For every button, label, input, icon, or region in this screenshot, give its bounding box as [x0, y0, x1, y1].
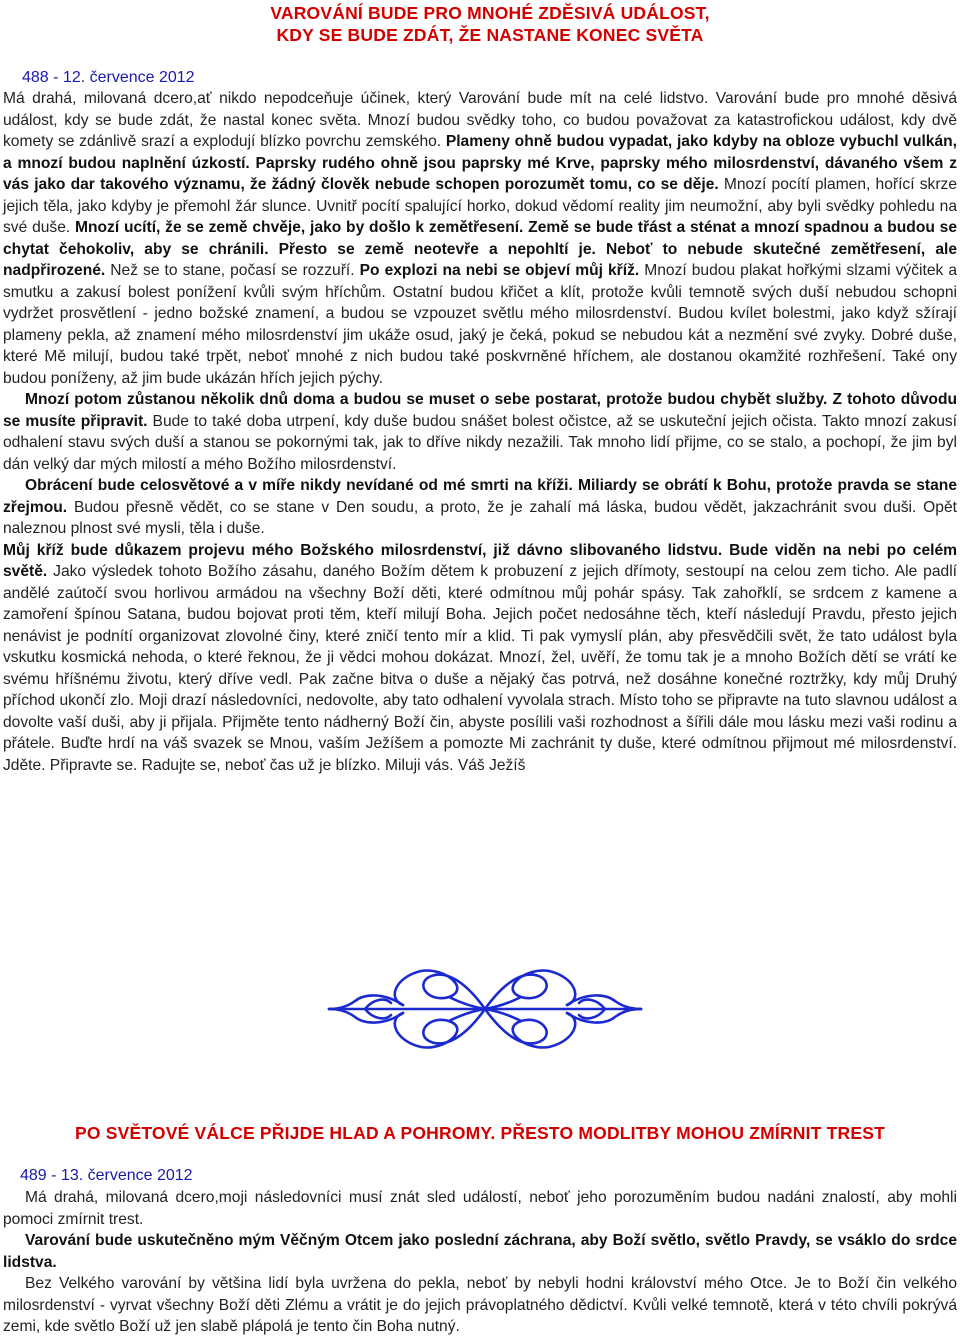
ornament-divider-icon [325, 963, 645, 1055]
paragraph: Varování bude uskutečněno mým Věčným Otcem jako poslední záchrana, aby Boží světlo, světlo Pravdy, se vsáklo do srdce lidstva. [3, 1232, 957, 1271]
message-1-date: 488 - 12. července 2012 [22, 69, 195, 86]
message-2-body [3, 1187, 957, 1338]
title-line-2: KDY SE BUDE ZDÁT, ŽE NASTANE KONEC SVĚTA [276, 25, 704, 45]
paragraph: Můj kříž bude důkazem projevu mého Božského milosrdenství, již dávno slibovaného lidstvu. Bude viděn na nebi po celém světě. Jako výsledek tohoto Božího zásahu, daného Božím dětem k probuzení z jejich dřímoty, sestoupí na celou zem ticho. Ale padlí andělé zaútočí svou horlivou armádou na všechny Boží děti, které odmítnou můj pohár spásy. Tak zahořklí, se srdcem z kamene a zamoření špínou Satana, budou bojovat proti těm, kteří milují Boha. Jejich počet nedosáhne těch, kteří následují Pravdu, přesto jejich nenávist je podnítí organizovat zlovolné činy, které zničí tento mír a klid. Ti pak vymyslí plán, aby přesvědčili svět, že tato událost byla vskutku kosmická nehoda, o které řeknou, že ji vědci mohou dokázat. Mnozí, žel, uvěří, že tomu tak je a mnoho Božích dětí se vrátí ke svému hříšnému životu, který dříve vedl. Pak začne bitva o duše a nějaký čas potrvá, než dosáhne konečné roztržky, kdy můj Druhý příchod ukončí zlo. Moji drazí následovníci, nedovolte, aby tato odhalení vyvolala strach. Místo toho se připravte na tuto slavnou událost a dovolte vaší duši, aby ji přijala. Přijměte tento nádherný Boží čin, abyste posílili vaši rozhodnost a šířili dále mou lásku mezi vaši rodinu a přátele. Buďte hrdí na váš svazek se Mnou, vaším Ježíšem a pomozte Mi zachránit ty duše, které odmítnou přijmout mé milosrdenství. Jděte. Připravte se. Radujte se, neboť čas už je blízko. Miluji vás. Váš Ježíš [3, 541, 957, 774]
message-1-title [0, 2, 960, 46]
title-line-1: VAROVÁNÍ BUDE PRO MNOHÉ ZDĚSIVÁ UDÁLOST, [270, 3, 710, 23]
message-1-body [3, 88, 957, 776]
paragraph: Mnozí potom zůstanou několik dnů doma a budou se muset o sebe postarat, protože budou chybět služby. Z tohoto důvodu se musíte připravit. Bude to také doba utrpení, kdy duše budou snášet bolest očistce, až se uskuteční jejich očista. Takto mnozí zakusí odhalení stavu svých duší a stanou se pokornými tak, jak to dříve nikdy nezažili. Tak mnoho lidí přijme, co se stalo, a pochopí, že jim byl dán velký dar mých milostí a mého Božího milosrdenství. [3, 391, 957, 473]
paragraph: Má drahá, milovaná dcero,moji následovníci musí znát sled událostí, neboť jeho porozuměním budou nadáni znalostí, aby mohli pomoci zmírnit trest. [3, 1189, 957, 1228]
message-2-date: 489 - 13. července 2012 [20, 1167, 193, 1184]
paragraph: Obrácení bude celosvětové a v míře nikdy nevídané od mé smrti na kříži. Miliardy se obrátí k Bohu, protože pravda se stane zřejmou. Budou přesně vědět, co se stane v Den soudu, a proto, že je zahalí má láska, budou vědět, jakzachránit svou duši. Opět naleznou plnost své mysli, těla i duše. [3, 477, 957, 537]
message-2-title: PO SVĚTOVÉ VÁLCE PŘIJDE HLAD A POHROMY. PŘESTO MODLITBY MOHOU ZMÍRNIT TREST [74, 1123, 886, 1143]
paragraph: Bez Velkého varování by většina lidí byla uvržena do pekla, neboť by nebyli hodni království mého Otce. Je to Boží čin velkého milosrdenství - vyrvat všechny Boží děti Zlému a vrátit je do jejich právoplatného dědictví. Kvůli velké temnotě, která v této chvíli pokrývá zemi, kde světlo Boží už jen slabě plápolá je tento čin Boha nutný. [3, 1275, 957, 1335]
paragraph: Má drahá, milovaná dcero,ať nikdo nepodceňuje účinek, který Varování bude mít na celé lidstvo. Varování bude pro mnohé děsivá událost, kdy se bude zdát, že nastal konec světa. Mnozí budou svědky toho, co budou považovat za katastrofickou událost, kdy dvě komety se zdánlivě srazí a explodují blízko povrchu zemského. Plameny ohně budou vypadat, jako kdyby na obloze vybuchl vulkán, a mnozí budou naplnění úzkostí. Paprsky rudého ohně jsou paprsky mé Krve, paprsky mého milosrdenství, dávaného všem z vás jako dar takového významu, že žádný člověk nebude schopen porozumět tomu, co se děje. Mnozí pocítí plamen, hořící skrze jejich těla, jako kdyby je přemohl žár slunce. Uvnitř pocítí spalující horko, dokud vědomí reality jim neumožní, aby byli svědky pohledu na své duše. Mnozí ucítí, že se země chvěje, jako by došlo k zemětřesení. Země se bude třást a sténat a mnozí spadnou a budou se chytat čehokoliv, aby se chránili. Přesto se země neotevře a nepohltí je. Neboť to nebude skutečné zemětřesení, ale nadpřirozené. Než se to stane, počasí se rozzuří. Po explozi na nebi se objeví můj kříž. Mnozí budou plakat hořkými slzami výčitek a smutku a zakusí bolest ponížení kvůli svým hříchům. Ostatní budou křičet a klít, protože kvůli temnotě svých duší nebudou schopni vydržet prosvětlení - jedno božské znamení, a budou se vzpouzet světlu mého milosrdenství. Budou kvílet bolestmi, jako když sžírají plameny pekla, až znamení mého milosrdenství jim ukáže osud, jaký je čeká, pokud se nebudou kát a nezmění své zvyky. Dobré duše, které Mě milují, budou také trpět, neboť mnohé z nich budou také poskvrněné hříchem, ale dostanou okamžité rozhřešení. Také ony budou poníženy, až jim bude ukázán hřích jejich pýchy. [3, 90, 958, 387]
